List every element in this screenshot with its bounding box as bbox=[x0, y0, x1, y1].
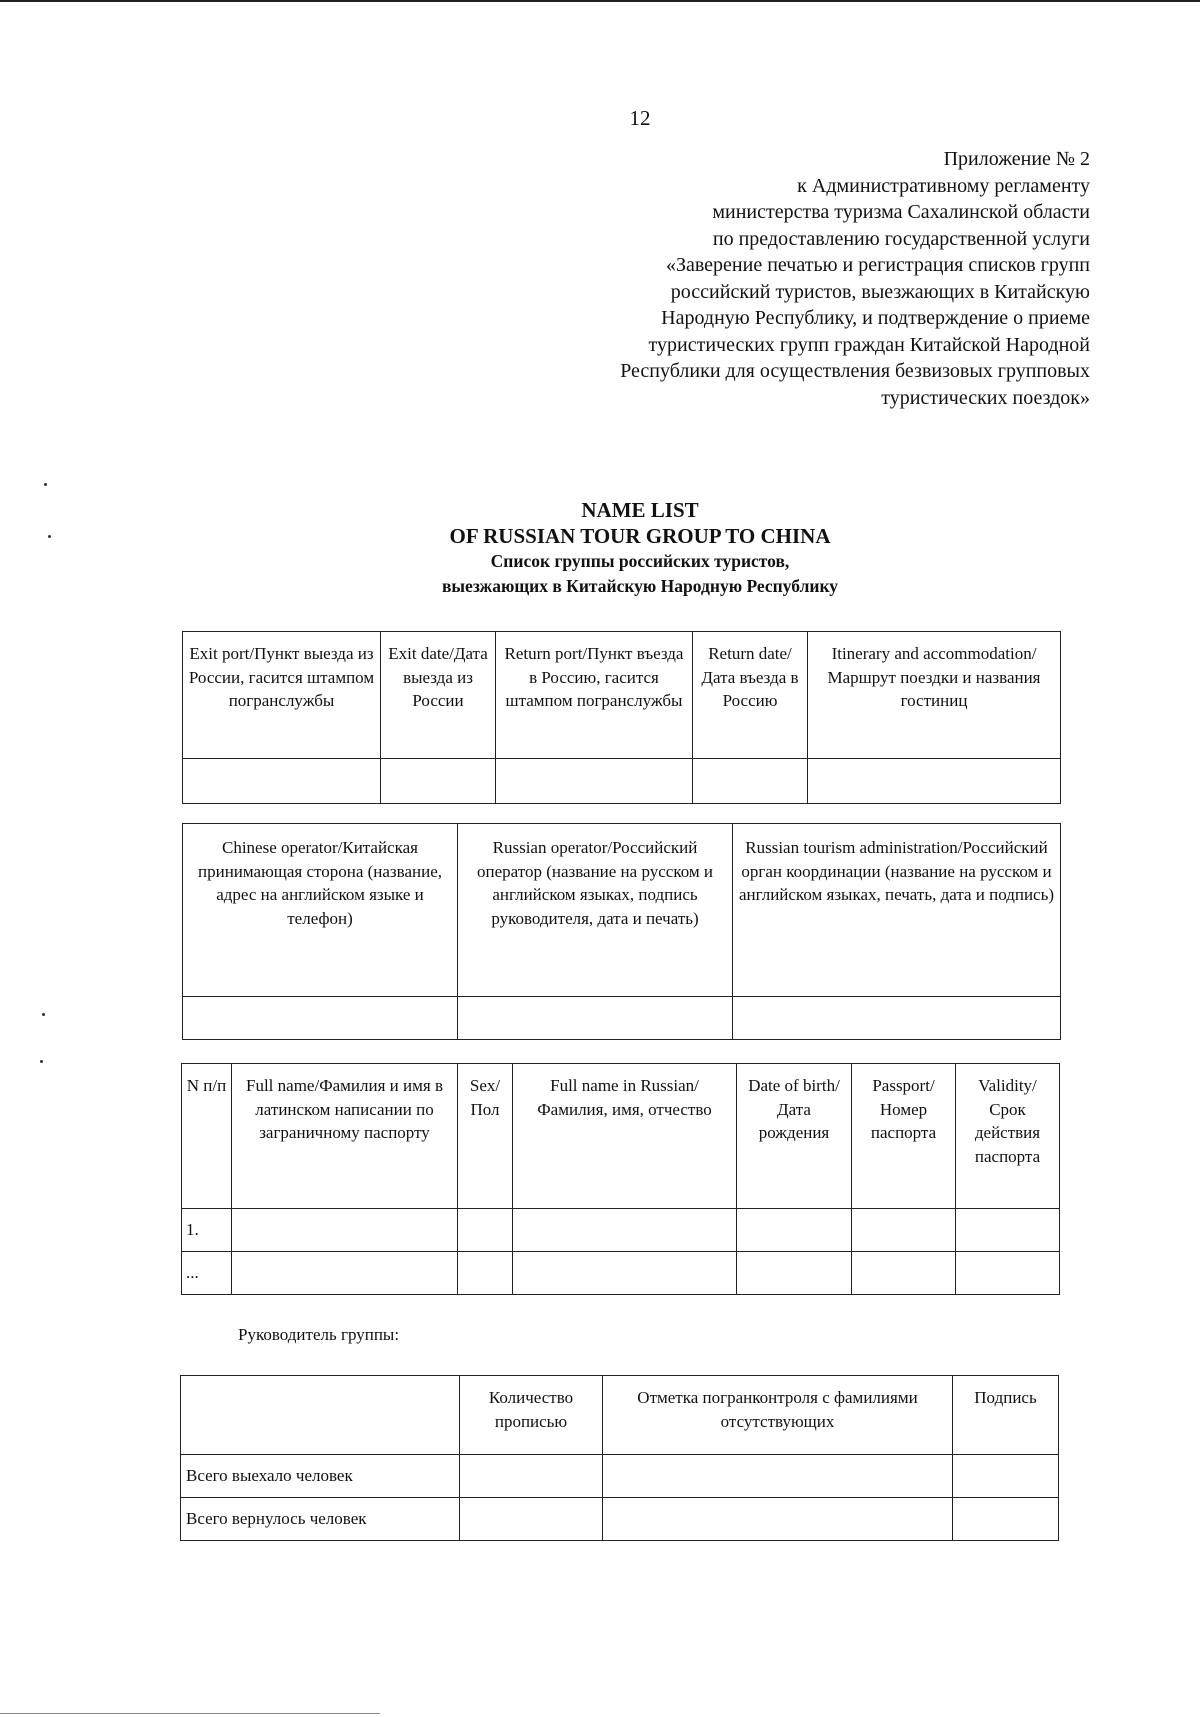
totals-table bbox=[180, 1375, 1059, 1541]
appendix-line: Народную Республику, и подтверждение о приеме bbox=[661, 307, 1090, 329]
appendix-line: Республики для осуществления безвизовых групповых bbox=[620, 360, 1090, 382]
top-border-line bbox=[0, 0, 1200, 2]
group-leader-label: Руководитель группы: bbox=[238, 1325, 400, 1344]
title-line: NAME LIST bbox=[581, 498, 699, 522]
title-line: выезжающих в Китайскую Народную Республику bbox=[441, 576, 839, 596]
appendix-line: туристических групп граждан Китайской Народной bbox=[648, 333, 1090, 356]
header-cell: Itinerary and accommodation/Маршрут поездки и названия гостиниц bbox=[808, 632, 1061, 759]
empty-cell[interactable] bbox=[733, 997, 1061, 1040]
empty-cell[interactable] bbox=[956, 1252, 1060, 1295]
empty-cell[interactable] bbox=[808, 759, 1061, 804]
row-label-cell: Всего вернулось человек bbox=[181, 1498, 460, 1541]
scan-speck bbox=[40, 1060, 43, 1063]
empty-cell[interactable] bbox=[183, 759, 381, 804]
empty-cell[interactable] bbox=[458, 1209, 513, 1252]
header-cell: Passport/ Номер паспорта bbox=[852, 1064, 956, 1209]
empty-cell[interactable] bbox=[458, 997, 733, 1040]
header-cell: Количество прописью bbox=[460, 1376, 603, 1455]
empty-cell[interactable] bbox=[852, 1209, 956, 1252]
scan-speck bbox=[44, 483, 47, 486]
header-cell: Return port/Пункт въезда в Россию, гасится штампом погранслужбы bbox=[496, 632, 693, 759]
table-header-row bbox=[183, 824, 1061, 997]
table-row bbox=[181, 1498, 1059, 1541]
tourists-table bbox=[181, 1063, 1060, 1295]
appendix-line: Приложение № 2 bbox=[943, 148, 1090, 170]
header-cell: Full name in Russian/Фамилия, имя, отчество bbox=[513, 1064, 737, 1209]
header-cell: Chinese operator/Китайская принимающая сторона (название, адрес на английском языке и телефон) bbox=[183, 824, 458, 997]
header-cell: Sex/ Пол bbox=[458, 1064, 513, 1209]
header-cell: Exit port/Пункт выезда из России, гасится штампом погранслужбы bbox=[183, 632, 381, 759]
appendix-line: к Административному регламенту bbox=[797, 174, 1090, 197]
empty-cell[interactable] bbox=[232, 1252, 458, 1295]
row-number-cell: ... bbox=[182, 1252, 232, 1295]
header-cell: Подпись bbox=[953, 1376, 1059, 1455]
document-title bbox=[180, 497, 1100, 599]
header-cell: Full name/Фамилия и имя в латинском написании по заграничному паспорту bbox=[232, 1064, 458, 1209]
empty-cell[interactable] bbox=[737, 1252, 852, 1295]
header-cell: Отметка погранконтроля с фамилиями отсутствующих bbox=[603, 1376, 953, 1455]
empty-cell[interactable] bbox=[183, 997, 458, 1040]
appendix-line: туристических поездок» bbox=[881, 386, 1090, 409]
empty-cell[interactable] bbox=[953, 1498, 1059, 1541]
appendix-header bbox=[470, 146, 1090, 411]
empty-cell[interactable] bbox=[513, 1252, 737, 1295]
appendix-line: «Заверение печатью и регистрация списков групп bbox=[665, 254, 1090, 276]
header-cell: N п/п bbox=[182, 1064, 232, 1209]
empty-cell[interactable] bbox=[603, 1455, 953, 1498]
operators-table bbox=[182, 823, 1061, 1040]
header-cell bbox=[181, 1376, 460, 1455]
table-row bbox=[183, 997, 1061, 1040]
empty-cell[interactable] bbox=[460, 1455, 603, 1498]
header-cell: Date of birth/Дата рождения bbox=[737, 1064, 852, 1209]
empty-cell[interactable] bbox=[460, 1498, 603, 1541]
table-header-row bbox=[183, 632, 1061, 759]
appendix-line: российский туристов, выезжающих в Китайскую bbox=[670, 280, 1090, 303]
empty-cell[interactable] bbox=[603, 1498, 953, 1541]
header-cell: Validity/ Срок действия паспорта bbox=[956, 1064, 1060, 1209]
header-cell: Russian tourism administration/Российский орган координации (название на русском и английском языках, печать, дата и подпись) bbox=[733, 824, 1061, 997]
row-label-cell: Всего выехало человек bbox=[181, 1455, 460, 1498]
title-line: OF RUSSIAN TOUR GROUP TO CHINA bbox=[449, 524, 831, 548]
table-row bbox=[182, 1252, 1060, 1295]
appendix-line: министерства туризма Сахалинской области bbox=[712, 201, 1090, 223]
empty-cell[interactable] bbox=[953, 1455, 1059, 1498]
table-row bbox=[183, 759, 1061, 804]
empty-cell[interactable] bbox=[852, 1252, 956, 1295]
table-row bbox=[181, 1455, 1059, 1498]
table-row bbox=[182, 1209, 1060, 1252]
empty-cell[interactable] bbox=[496, 759, 693, 804]
page-number: 12 bbox=[629, 106, 651, 130]
empty-cell[interactable] bbox=[693, 759, 808, 804]
empty-cell[interactable] bbox=[381, 759, 496, 804]
empty-cell[interactable] bbox=[513, 1209, 737, 1252]
scan-speck bbox=[42, 1013, 45, 1016]
row-number-cell: 1. bbox=[182, 1209, 232, 1252]
scan-speck bbox=[48, 535, 51, 538]
title-line: Список группы российских туристов, bbox=[490, 551, 790, 571]
table-header-row bbox=[181, 1376, 1059, 1455]
bottom-scan-line bbox=[0, 1713, 380, 1714]
ports-table bbox=[182, 631, 1061, 804]
header-cell: Exit date/Дата выезда из России bbox=[381, 632, 496, 759]
header-cell: Return date/Дата въезда в Россию bbox=[693, 632, 808, 759]
table-header-row bbox=[182, 1064, 1060, 1209]
empty-cell[interactable] bbox=[737, 1209, 852, 1252]
header-cell: Russian operator/Российский оператор (название на русском и английском языках, подпись руководителя, дата и печать) bbox=[458, 824, 733, 997]
empty-cell[interactable] bbox=[232, 1209, 458, 1252]
empty-cell[interactable] bbox=[956, 1209, 1060, 1252]
empty-cell[interactable] bbox=[458, 1252, 513, 1295]
appendix-line: по предоставлению государственной услуги bbox=[712, 227, 1090, 250]
